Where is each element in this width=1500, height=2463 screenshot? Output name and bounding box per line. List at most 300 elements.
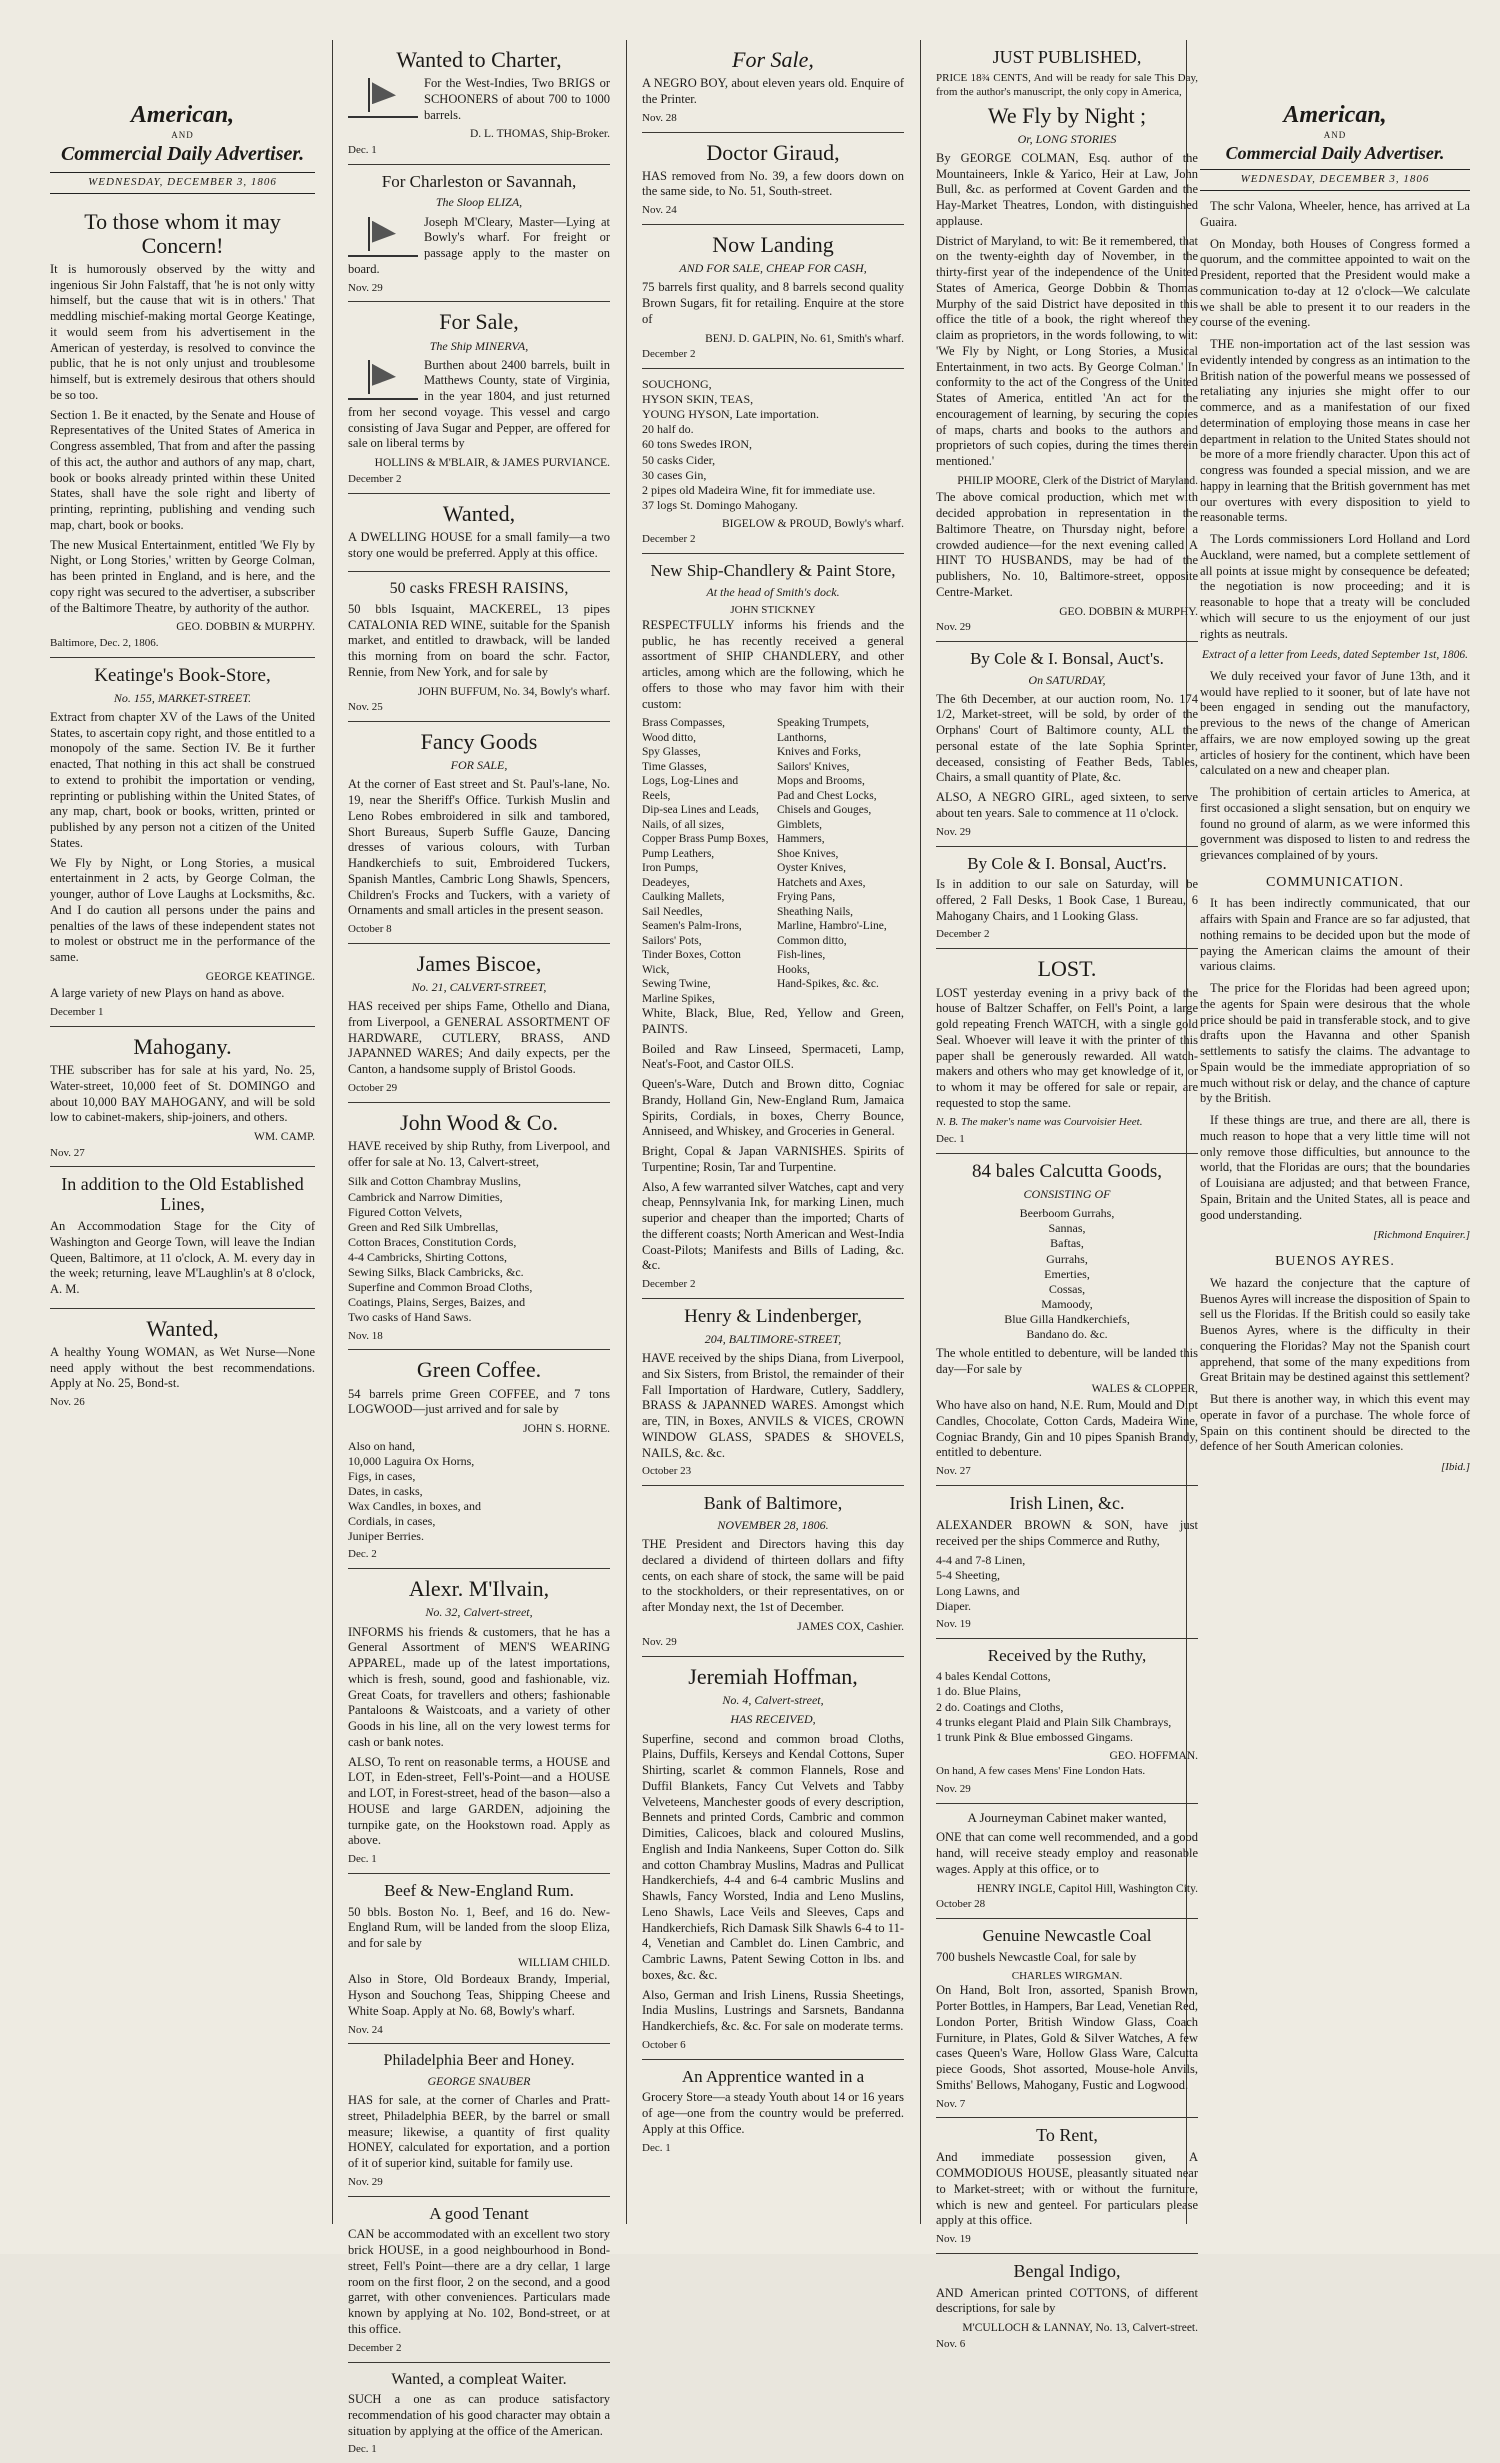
list-item: Blue Gilla Handkerchiefs,	[936, 1312, 1198, 1327]
list-item: 4-4 Cambricks, Shirting Cottons,	[348, 1250, 610, 1265]
ad-text: Extract from chapter XV of the Laws of the United States, to ascertain copy right, and those entitled to a monopoly of the same. Section IV. Be it further enacted, That nothing in this act shall be construed to extend to prohibit the importation or vending, reprinting or publishing within the United States, of any map, chart, book or books, written, printed or published by any person not a citizen of the United States.	[50, 710, 315, 852]
ad-henry-lindenberger	[642, 1299, 904, 1486]
ad-subtitle: FOR SALE,	[348, 758, 610, 773]
ad-title: A good Tenant	[348, 2205, 610, 2224]
list-item: 2 pipes old Madeira Wine, fit for immediate use.	[642, 483, 904, 498]
ad-date: Nov. 18	[348, 1330, 610, 1344]
list-item: 4 bales Kendal Cottons,	[936, 1669, 1198, 1684]
ad-title: LOST.	[936, 957, 1198, 981]
ad-date: December 1	[50, 1006, 315, 1020]
ad-text: An Accommodation Stage for the City of Washington and George Town, will leave the Indian Queen, Baltimore, at 11 o'clock, A. M. every day in the week; returning, leave M'Laughlin's at 8 o'clock, A. M.	[50, 1219, 315, 1298]
masthead-date: WEDNESDAY, DECEMBER 3, 1806	[50, 172, 315, 194]
list-item: YOUNG HYSON, Late importation.	[642, 407, 904, 422]
ad-signature: JAMES COX, Cashier.	[642, 1620, 904, 1634]
column-rule	[332, 40, 333, 2224]
list-item: Spy Glasses,	[642, 745, 769, 759]
ad-oils: Boiled and Raw Linseed, Spermaceti, Lamp, Neat's-Foot, and Castor OILS.	[642, 1042, 904, 1074]
ad-ship-chandlery	[642, 554, 904, 1299]
ad-paints: White, Black, Blue, Red, Yellow and Green, PAINTS.	[642, 1006, 904, 1038]
ad-received-ruthy	[936, 1639, 1198, 1804]
list-item: Marline Spikes,	[642, 992, 769, 1006]
ad-title: Jeremiah Hoffman,	[642, 1665, 904, 1689]
ad-mahogany	[50, 1027, 315, 1168]
ad-wanted-house	[348, 494, 610, 573]
ad-cabinet-maker	[936, 1804, 1198, 1919]
list-item: Cossas,	[936, 1282, 1198, 1297]
ad-date: Nov. 28	[642, 112, 904, 126]
list-item: Time Glasses,	[642, 760, 769, 774]
ad-wanted-waiter	[348, 2363, 610, 2463]
list-item: Hatchets and Axes,	[777, 876, 904, 890]
ad-title: Beef & New-England Rum.	[348, 1882, 610, 1901]
ad-text: SUCH a one as can produce satisfactory recommendation of his good character may obtain a situation by applying at the office of the American.	[348, 2392, 610, 2439]
column-3	[632, 40, 914, 2224]
ad-date: Nov. 27	[936, 1465, 1198, 1479]
masthead-date: WEDNESDAY, DECEMBER 3, 1806	[1200, 169, 1470, 191]
ad-text: Also, German and Irish Linens, Russia Sheetings, India Muslins, Lustrings and Sarsnets, Bandanna Handkerchiefs, &c. &c. For sale on moderate terms.	[642, 1988, 904, 2035]
list-item: Coatings, Plains, Serges, Baizes, and	[348, 1295, 610, 1310]
ad-subtitle: No. 4, Calvert-street,	[642, 1693, 904, 1708]
list-item: Sheathing Nails,	[777, 905, 904, 919]
ad-date: Nov. 26	[50, 1396, 315, 1410]
ad-text: 700 bushels Newcastle Coal, for sale by	[936, 1950, 1198, 1966]
list-item: Hooks,	[777, 963, 904, 977]
ad-title: New Ship-Chandlery & Paint Store,	[642, 562, 904, 581]
ad-item-list	[348, 1174, 610, 1325]
list-item: 60 tons Swedes IRON,	[642, 437, 904, 452]
ad-sloop-eliza	[348, 165, 610, 303]
list-item: Two casks of Hand Saws.	[348, 1310, 610, 1325]
ad-keatinge-book-store	[50, 658, 315, 1027]
list-item: Figured Cotton Velvets,	[348, 1205, 610, 1220]
ad-text: HAVE received by ship Ruthy, from Liverpool, and offer for sale at No. 13, Calvert-street,	[348, 1139, 610, 1171]
list-item: Logs, Log-Lines and Reels,	[642, 774, 769, 803]
ad-date: Nov. 6	[936, 2338, 1198, 2352]
ad-beer-honey	[348, 2044, 610, 2196]
list-item: 4-4 and 7-8 Linen,	[936, 1553, 1198, 1568]
ad-signature: WM. CAMP.	[50, 1130, 315, 1144]
ad-text: HAS received per ships Fame, Othello and Diana, from Liverpool, a GENERAL ASSORTMENT OF HARDWARE, CUTLERY, BRASS, AND JAPANNED WARES; And daily expects, per the Canton, a handsome supply of Bristol Goods.	[348, 999, 610, 1078]
ad-title: For Sale,	[348, 310, 610, 334]
ad-text: 50 bbls Isquaint, MACKEREL, 13 pipes CATALONIA RED WINE, suitable for the Spanish market, and entitled to drawback, will be landed this morning from on board the schr. Factor, Rennie, from New York, and for sale by	[348, 602, 610, 681]
list-item: 5-4 Sheeting,	[936, 1568, 1198, 1583]
ad-date: Nov. 29	[936, 621, 1198, 635]
ad-text: PRICE 18¾ CENTS, And will be ready for sale This Day, from the author's manuscript, the only copy in America,	[936, 72, 1198, 100]
ad-irish-linen	[936, 1486, 1198, 1639]
ad-title: Wanted,	[348, 502, 610, 526]
list-item: Sewing Silks, Black Cambricks, &c.	[348, 1265, 610, 1280]
news-paragraph: It has been indirectly communicated, that our affairs with Spain and France are so far adjusted, that nothing remains to be decided upon but the mode of paying the American claims the amount of their various claims.	[1200, 896, 1470, 975]
ad-title: 84 bales Calcutta Goods,	[936, 1162, 1198, 1183]
list-item: Frying Pans,	[777, 890, 904, 904]
ad-bengal-indigo	[936, 2254, 1198, 2358]
ad-text: RESPECTFULLY informs his friends and the public, he has recently received a general assortment of SHIP CHANDLERY, and other articles, among which are the following, which he offers to those who may favor him with their custom:	[642, 618, 904, 713]
ad-signature: GEO. DOBBIN & MURPHY.	[50, 620, 315, 634]
list-item: Mops and Brooms,	[777, 774, 904, 788]
list-item: SOUCHONG,	[642, 377, 904, 392]
list-item: Cotton Braces, Constitution Cords,	[348, 1235, 610, 1250]
ad-signature: JOHN BUFFUM, No. 34, Bowly's wharf.	[348, 685, 610, 699]
ad-to-rent	[936, 2118, 1198, 2253]
list-item: Long Lawns, and	[936, 1584, 1198, 1599]
ad-text: HAVE received by the ships Diana, from Liverpool, and Six Sisters, from Bristol, the remainder of their Fall Importation of Hardware, Cutlery, Saddlery, BRASS & JAPANNED WARES. Amongst which are, TIN, in Boxes, ANVILS & VICES, CROWN WINDOW GLASS, SPADES & SHOVELS, NAILS, &c. &c.	[642, 1351, 904, 1461]
ad-subtitle: The Sloop ELIZA,	[348, 195, 610, 210]
ad-teas	[642, 369, 904, 554]
ad-date: Nov. 29	[348, 2176, 610, 2190]
ad-text: A healthy Young WOMAN, as Wet Nurse—None need apply without the best recommendations. Apply at No. 25, Bond-st.	[50, 1345, 315, 1392]
ad-text: The new Musical Entertainment, entitled 'We Fly by Night, or Long Stories,' written by George Colman, has been printed in England, and is here, and the copy right was secured to the advertiser, a subscriber of the Baltimore Theatre, by authority of the author.	[50, 538, 315, 617]
ad-title: Bengal Indigo,	[936, 2262, 1198, 2282]
list-item: Baftas,	[936, 1236, 1198, 1251]
list-item: Copper Brass Pump Boxes,	[642, 832, 769, 846]
ad-text: The 6th December, at our auction room, No. 174 1/2, Market-street, will be sold, by order of the Orphans' Court of Baltimore county, ALL the personal estate of the late Sophia Sprinter, deceased, consisting of Feather Beds, Tables, Chairs, a small quantity of Plate, &c.	[936, 692, 1198, 787]
ad-signature: WALES & CLOPPER,	[936, 1382, 1198, 1396]
ad-text: Section 1. Be it enacted, by the Senate and House of Representatives of the United States of America in Congress assembled, That from and after the passing of this act, the author and authors of any map, chart, book or books already printed within these United States, shall have the sole right and liberty of printing, reprinting, publishing and vending such map, chart, book or books.	[50, 408, 315, 534]
ad-text: 50 bbls. Boston No. 1, Beef, and 16 do. New-England Rum, will be landed from the sloop Eliza, and for sale by	[348, 1905, 610, 1952]
ad-date: Dec. 1	[642, 2142, 904, 2156]
ad-text: THE President and Directors having this day declared a dividend of thirteen dollars and fifty cents, on each share of stock, the same will be paid to the stockholders, or their representatives, on or after Monday next, the 1st of December.	[642, 1537, 904, 1616]
ad-date: Nov. 19	[936, 1618, 1198, 1632]
list-item: Pad and Chest Locks,	[777, 789, 904, 803]
ad-date: December 2	[642, 1278, 904, 1292]
column-rule	[920, 40, 921, 2224]
list-item: Cambrick and Narrow Dimities,	[348, 1190, 610, 1205]
ad-date: Dec. 1	[936, 1133, 1198, 1147]
ad-date: October 23	[642, 1465, 904, 1479]
ad-subtitle: AND FOR SALE, CHEAP FOR CASH,	[642, 261, 904, 276]
ad-text: HAS removed from No. 39, a few doors down on the same side, to No. 51, South-street.	[642, 169, 904, 201]
ad-date: Dec. 1	[348, 144, 610, 158]
ad-title: Alexr. M'Ilvain,	[348, 1577, 610, 1601]
list-item: Diaper.	[936, 1599, 1198, 1614]
ad-item-list	[348, 1439, 610, 1545]
column-4	[926, 40, 1208, 2224]
ad-book-title: We Fly by Night ;	[936, 104, 1198, 128]
ad-title: Mahogany.	[50, 1035, 315, 1059]
list-item: Common ditto,	[777, 934, 904, 948]
list-item: Marline, Hambro'-Line,	[777, 919, 904, 933]
list-item: Wood ditto,	[642, 731, 769, 745]
list-item: Also on hand,	[348, 1439, 610, 1454]
news-paragraph: The Lords commissioners Lord Holland and Lord Auckland, were named, but a complete settlement of all points at issue might by consequence be defeated; the negotiation is now proceeding; and it is reasonable to hope that a treaty will be concluded which will secure to us the enjoyment of our just rights as neutrals.	[1200, 532, 1470, 642]
ad-title: Doctor Giraud,	[642, 141, 904, 165]
ad-text: ALEXANDER BROWN & SON, have just received per the ships Commerce and Ruthy,	[936, 1518, 1198, 1550]
list-item: Tinder Boxes, Cotton Wick,	[642, 948, 769, 977]
ad-date: Nov. 25	[348, 701, 610, 715]
ad-title: By Cole & I. Bonsal, Auct'rs.	[936, 855, 1198, 874]
ad-text: ONE that can come well recommended, and a good hand, will receive steady employ and reasonable wages. Apply at this office, or to	[936, 1830, 1198, 1877]
list-item: 10,000 Laguira Ox Horns,	[348, 1454, 610, 1469]
list-item: Juniper Berries.	[348, 1529, 610, 1544]
list-item: Green and Red Silk Umbrellas,	[348, 1220, 610, 1235]
list-item: Nails, of all sizes,	[642, 818, 769, 832]
list-item: Sannas,	[936, 1221, 1198, 1236]
column-1	[40, 40, 325, 2224]
list-item: Sail Needles,	[642, 905, 769, 919]
ad-text: A large variety of new Plays on hand as above.	[50, 986, 315, 1002]
ad-title: To those whom it may Concern!	[50, 210, 315, 258]
ad-title: Genuine Newcastle Coal	[936, 1927, 1198, 1946]
masthead-and: AND	[1200, 130, 1470, 141]
ad-text: And immediate possession given, A COMMODIOUS HOUSE, pleasantly situated near to Market-street; with or without the furniture, which is new and genteel. For particulars please apply at this office.	[936, 2150, 1198, 2229]
ad-text: By GEORGE COLMAN, Esq. author of the Mountaineers, Inkle & Yarico, Heir at Law, John Bull, &c. as performed at Covent Garden and the Hay-Market Theatres, London, with distinguished applause.	[936, 151, 1198, 230]
ad-title: For Sale,	[642, 48, 904, 72]
list-item: 30 cases Gin,	[642, 468, 904, 483]
list-item: 4 trunks elegant Plaid and Plain Silk Chambrays,	[936, 1715, 1198, 1730]
ad-raisins	[348, 572, 610, 722]
list-item: 1 trunk Pink & Blue embossed Gingams.	[936, 1730, 1198, 1745]
list-item: Wax Candles, in boxes, and	[348, 1499, 610, 1514]
list-item: Hand-Spikes, &c. &c.	[777, 977, 904, 991]
ad-signature: GEO. HOFFMAN.	[936, 1749, 1198, 1763]
list-item: Sewing Twine,	[642, 977, 769, 991]
ad-date: Nov. 19	[936, 2233, 1198, 2247]
news-paragraph: The schr Valona, Wheeler, hence, has arrived at La Guaira.	[1200, 199, 1470, 231]
list-item: 2 do. Coatings and Cloths,	[936, 1700, 1198, 1715]
ad-text: Grocery Store—a steady Youth about 14 or 16 years of age—one from the country would be preferred. Apply at this Office.	[642, 2090, 904, 2137]
list-item: Dip-sea Lines and Leads,	[642, 803, 769, 817]
ad-james-biscoe	[348, 944, 610, 1103]
ad-john-wood	[348, 1103, 610, 1351]
ad-text: The above comical production, which met with decided approbation in representation in the Baltimore Theatre, on Thursday night, before a crowded audience—for the next evening called A HINT TO HUSBANDS, may be had of the publishers, No. 10, Baltimore-street, opposite Centre-Market.	[936, 490, 1198, 600]
list-item: Dates, in casks,	[348, 1484, 610, 1499]
ad-text: District of Maryland, to wit: Be it remembered, that on the twenty-eighth day of November, in the thirty-first year of the independence of the United States of America, George Dobbin & Thomas Murphy of the said District have deposited in this office the title of a book, the right whereof they claim as proprietors, in the words following, to wit: 'We Fly by Night, or Long Stories, a Musical Entertainment, in two acts. By George Colman.' In conformity to the act of the Congress of the United States of America, entitled 'An act for the encouragement of learning, by securing the copies of maps, charts and books to the authors and proprietors of such copies, during the times therein mentioned.'	[936, 234, 1198, 470]
ad-text: Superfine, second and common broad Cloths, Plains, Duffils, Kerseys and Kendal Cottons, Super Shirting, scarlet & common Flannels, Rose and Duffil Blankets, Fancy Cut Velvets and Tabby Velveteens, Manchester goods of every description, Bennets and printed Cords, Cambric and common Dimities, Calicoes, black and coloured Muslins, English and India Nankeens, Super Cotton do. Silk and cotton Chambray Muslins, Madras and Pullicat Handkerchiefs, 4-4 and 6-4 cambric Muslins and Shawls, Fancy Worsted, India and Leno Muslins, Leno Shawls, Lace Veils and Sleeves, Caps and Handkerchiefs, Rich Damask Silk Shawls 6-4 to 11-4, Venetian and Camblet do. Linen Cambric, and Cambric Lawns, Patent Sewing Cotton in lbs. and boxes, &c. &c.	[642, 1732, 904, 1984]
list-item: Silk and Cotton Chambray Muslins,	[348, 1174, 610, 1189]
news-paragraph: If these things are true, and there are all, there is much reason to hope that a very little time will not only remove those difficulties, but announce to the world, that the Floridas are ours; that the boundaries of Louisiana are adjusted; and that between France, Spain, Britain and the United States, all is peace and good understanding.	[1200, 1113, 1470, 1223]
ad-signature: JOHN S. HORNE.	[348, 1422, 610, 1436]
ad-fancy-goods	[348, 722, 610, 944]
list-item: Mamoody,	[936, 1297, 1198, 1312]
ad-date: December 2	[642, 533, 904, 547]
ad-subtitle: No. 21, CALVERT-STREET,	[348, 980, 610, 995]
list-item: Hammers,	[777, 832, 904, 846]
list-item: Chisels and Gouges,	[777, 803, 904, 817]
ad-text: Also, A few warranted silver Watches, capt and very cheap, Pennsylvania Ink, for marking Linen, much superior and cheaper than the imported; Charts of the different coasts; North American and West-India Coast-Pilots; Manifests and Bills of Lading, &c. &c.	[642, 1180, 904, 1275]
ad-item-list	[936, 1206, 1198, 1342]
ad-wanted-nurse	[50, 1309, 315, 1416]
ad-text: THE subscriber has for sale at his yard, No. 25, Water-street, 10,000 feet of St. DOMINGO and about 10,000 BAY MAHOGANY, and will be sold low to cabinet-makers, ship-joiners, and others.	[50, 1063, 315, 1126]
ad-date: Dec. 2	[348, 1548, 610, 1562]
ad-subtitle: NOVEMBER 28, 1806.	[642, 1518, 904, 1533]
ad-title: 50 casks FRESH RAISINS,	[348, 580, 610, 598]
ad-date: Dec. 1	[348, 1853, 610, 1867]
news-paragraph: We duly received your favor of June 13th, and it would have replied to it sooner, but of late have not been engaged in sending out the manufactory, previous to the news of the change of American affairs, we are now employed sowing up the great articles of hosiery for the continent, which have been calculated on a new and cheaper plan.	[1200, 669, 1470, 779]
ad-item-columns	[642, 716, 904, 1006]
ad-alexr-mcilvain	[348, 1569, 610, 1874]
ship-icon	[348, 215, 418, 257]
list-item: Superfine and Common Broad Cloths,	[348, 1280, 610, 1295]
ad-date: Nov. 27	[50, 1147, 315, 1161]
masthead-title-line1: American,	[50, 100, 315, 130]
ad-negro-boy	[642, 40, 904, 133]
ad-title: By Cole & I. Bonsal, Auct's.	[936, 650, 1198, 669]
ad-text: ALSO, A NEGRO GIRL, aged sixteen, to serve about ten years. Sale to commence at 11 o'clock.	[936, 790, 1198, 822]
news-paragraph: The price for the Floridas had been agreed upon; the agents for Spain were desirous that the whole price should be paid in transferable stock, and to give drafts upon the Havanna and other Spanish settlements to satisfy the claims. The advantage to Spain would be the immediate appropriation of so much without risk or delay, and the chance of capture by the British.	[1200, 981, 1470, 1107]
list-item: Iron Pumps,	[642, 861, 769, 875]
letter-extract-heading: Extract of a letter from Leeds, dated September 1st, 1806.	[1200, 648, 1470, 662]
ad-text: ALSO, To rent on reasonable terms, a HOUSE and LOT, in Eden-street, Fell's-Point—and a HOUSE and LOT, in Forest-street, head of the bason—also a HOUSE and large GARDEN, adjoining the turnpike gate, on the Hookstown road. Apply as above.	[348, 1755, 610, 1850]
ad-wanted-to-charter	[348, 40, 610, 165]
list-item: 1 do. Blue Plains,	[936, 1684, 1198, 1699]
ad-text: 75 barrels first quality, and 8 barrels second quality Brown Sugars, fit for retailing. Enquire at the store of	[642, 280, 904, 327]
ad-jeremiah-hoffman	[642, 1657, 904, 2060]
ad-signature: GEO. DOBBIN & MURPHY.	[936, 605, 1198, 619]
ad-subtitle: At the head of Smith's dock.	[642, 585, 904, 600]
ship-icon	[348, 76, 418, 118]
masthead-and: AND	[50, 130, 315, 141]
ad-text: On Hand, Bolt Iron, assorted, Spanish Brown, Porter Bottles, in Hampers, Bar Lead, Venetian Red, London Porter, British Window Glass, Coach Furniture, in Plates, Gold & Silver Watches, A few cases Queen's Ware, Hollow Glass Ware, Calcutta piece Goods, Shot assorted, Mouse-hole Anvils, Smiths' Bellows, Mahogany, Fustic and Logwood.	[936, 1983, 1198, 2093]
ad-text: On hand, A few cases Mens' Fine London Hats.	[936, 1765, 1198, 1779]
ad-title: Wanted,	[50, 1317, 315, 1341]
ad-beef-rum	[348, 1874, 610, 2045]
ad-title: Wanted to Charter,	[348, 48, 610, 72]
source-attribution: [Richmond Enquirer.]	[1200, 1229, 1470, 1243]
ad-auction-cole-bonsal-2	[936, 847, 1198, 950]
ad-title: James Biscoe,	[348, 952, 610, 976]
ad-date: Nov. 24	[348, 2024, 610, 2038]
ad-signature: HOLLINS & M'BLAIR, & JAMES PURVIANCE.	[348, 456, 610, 470]
list-item: Emerties,	[936, 1267, 1198, 1282]
section-heading: BUENOS AYRES.	[1200, 1253, 1470, 1271]
list-item: Seamen's Palm-Irons,	[642, 919, 769, 933]
ad-now-landing	[642, 225, 904, 369]
list-item: HYSON SKIN, TEAS,	[642, 392, 904, 407]
ad-subtitle: CONSISTING OF	[936, 1187, 1198, 1202]
list-item: Sailors' Knives,	[777, 760, 904, 774]
list-item: 20 half do.	[642, 422, 904, 437]
ad-signature: D. L. THOMAS, Ship-Broker.	[348, 127, 610, 141]
ad-date: Baltimore, Dec. 2, 1806.	[50, 637, 315, 651]
list-item: Brass Compasses,	[642, 716, 769, 730]
ad-title: In addition to the Old Established Lines,	[50, 1175, 315, 1215]
ad-bank-of-baltimore	[642, 1486, 904, 1657]
ad-item-list	[936, 1553, 1198, 1613]
ad-text: Queen's-Ware, Dutch and Brown ditto, Cogniac Brandy, Holland Gin, New-England Rum, Jamaica Spirits, Cordials, in boxes, Cherry Bounce, Anniseed, and Whiskey, and Groceries in General.	[642, 1077, 904, 1140]
ad-just-published	[936, 40, 1198, 642]
ad-subtitle: No. 32, Calvert-street,	[348, 1605, 610, 1620]
ad-signature: HENRY INGLE, Capitol Hill, Washington City.	[936, 1882, 1198, 1896]
ad-date: October 6	[642, 2039, 904, 2053]
ad-lost-watch	[936, 949, 1198, 1154]
ad-title: Fancy Goods	[348, 730, 610, 754]
list-item: Deadeyes,	[642, 876, 769, 890]
ad-text: Bright, Copal & Japan VARNISHES. Spirits of Turpentine; Rosin, Tar and Turpentine.	[642, 1144, 904, 1176]
ad-date: December 2	[348, 2342, 610, 2356]
ad-stage-lines	[50, 1167, 315, 1308]
masthead	[50, 100, 315, 194]
list-item: Cordials, in cases,	[348, 1514, 610, 1529]
ad-subtitle: No. 155, MARKET-STREET.	[50, 691, 315, 706]
ad-auction-cole-bonsal	[936, 642, 1198, 847]
ad-date: Nov. 24	[642, 204, 904, 218]
ad-title: A Journeyman Cabinet maker wanted,	[936, 1810, 1198, 1826]
ad-date: October 28	[936, 1898, 1198, 1912]
ad-title: John Wood & Co.	[348, 1111, 610, 1135]
ad-newcastle-coal	[936, 1919, 1198, 2118]
list-item: Pump Leathers,	[642, 847, 769, 861]
ad-title: Received by the Ruthy,	[936, 1647, 1198, 1666]
ad-date: Nov. 29	[936, 1783, 1198, 1797]
ship-icon	[348, 358, 418, 400]
ad-title: For Charleston or Savannah,	[348, 173, 610, 192]
ad-subtitle: On SATURDAY,	[936, 673, 1198, 688]
ad-text: The whole entitled to debenture, will be landed this day—For sale by	[936, 1346, 1198, 1378]
news-paragraph: THE non-importation act of the last session was evidently intended by congress as an intimation to the British nation of the powerful means we possessed of retaliating any injuries she might offer to our commerce, and as a manifestation of our fixed determination of employing those means in case her department in relation to the United States should not be more of a more friendly character. Upon this act of congress was founded a special mission, and we are happy in learning that the British government has met our overtures with every disposition to yield to reasonable terms.	[1200, 337, 1470, 526]
ad-signature: BIGELOW & PROUD, Bowly's wharf.	[642, 517, 904, 531]
news-paragraph: We hazard the conjecture that the capture of Buenos Ayres will increase the disposition of Spain to sell us the Floridas. If the British could so easily take Buenos Ayres, where is the difficulty in their conquering the Floridas? May not the Spanish court apprehend, that some of the many expeditions from Great Britain may be destined against this settlement?	[1200, 1276, 1470, 1386]
ad-signature: M'CULLOCH & LANNAY, No. 13, Calvert-street.	[936, 2321, 1198, 2335]
list-item: Beerboom Gurrahs,	[936, 1206, 1198, 1221]
ad-ship-minerva	[348, 302, 610, 493]
ad-title: JUST PUBLISHED,	[936, 48, 1198, 68]
ad-text: Joseph M'Cleary, Master—Lying at Bowly's wharf. For freight or passage apply to the master on board.	[348, 215, 610, 278]
ad-doctor-giraud	[642, 133, 904, 226]
ad-item-list	[936, 1669, 1198, 1745]
list-item: Gimblets,	[777, 818, 904, 832]
list-item: Caulking Mallets,	[642, 890, 769, 904]
ad-text: Also in Store, Old Bordeaux Brandy, Imperial, Hyson and Souchong Teas, Shipping Cheese and White Soap. Apply at No. 68, Bowly's wharf.	[348, 1972, 610, 2019]
ad-date: December 2	[936, 928, 1198, 942]
ad-text: 54 barrels prime Green COFFEE, and 7 tons LOGWOOD—just arrived and for sale by	[348, 1387, 610, 1419]
ad-signature: WILLIAM CHILD.	[348, 1956, 610, 1970]
ad-date: Nov. 29	[642, 1636, 904, 1650]
ad-date: October 8	[348, 923, 610, 937]
ad-subtitle: The Ship MINERVA,	[348, 339, 610, 354]
news-paragraph: But there is another way, in which this event may operate in favor of a purchase. The whole force of Spain on this continent should be directed to the defence of her South American colonies.	[1200, 1392, 1470, 1455]
ad-text: We Fly by Night, or Long Stories, a musical entertainment in 2 acts, by George Colman, the younger, author of Love Laughs at Locksmiths, &c. And I do caution all persons under the pains and penalties of the laws of these independent states not to molest or obstruct me in the performance of the same.	[50, 856, 315, 966]
ad-text: AND American printed COTTONS, of different descriptions, for sale by	[936, 2286, 1198, 2318]
list-item: Lanthorns,	[777, 731, 904, 745]
ad-title: Wanted, a compleat Waiter.	[348, 2371, 610, 2389]
ad-text: Burthen about 2400 barrels, built in Matthews County, state of Virginia, in the year 1804, and just returned from her second voyage. This vessel and cargo consisting of Java Sugar and Pepper, are offered for sale on liberal terms by	[348, 358, 610, 453]
ad-subtitle: HAS RECEIVED,	[642, 1712, 904, 1727]
source-attribution: [Ibid.]	[1200, 1461, 1470, 1475]
ad-title: Henry & Lindenberger,	[642, 1307, 904, 1328]
list-item: Sailors' Pots,	[642, 934, 769, 948]
ad-apprentice-wanted	[642, 2060, 904, 2162]
news-paragraph: The prohibition of certain articles to America, at first occasioned a slight sensation, but on enquiry we found no ground of alarm, as we were informed this government was disposed to listen to and redress the grievances complained of by yours.	[1200, 785, 1470, 864]
masthead-title-line2: Commercial Daily Advertiser.	[50, 142, 315, 167]
ad-date: Nov. 7	[936, 2098, 1198, 2112]
list-item: Knives and Forks,	[777, 745, 904, 759]
masthead-title-line2: Commercial Daily Advertiser.	[1200, 142, 1470, 165]
ad-text: Is in addition to our sale on Saturday, will be offered, 2 Fall Desks, 1 Book Case, 1 Bureau, 6 Mahogany Chairs, and 1 Looking Glass.	[936, 877, 1198, 924]
list-item: Oyster Knives,	[777, 861, 904, 875]
ad-title: Bank of Baltimore,	[642, 1494, 904, 1514]
ad-title: Green Coffee.	[348, 1358, 610, 1382]
ad-date: Nov. 29	[936, 826, 1198, 840]
column-5	[1190, 40, 1480, 2224]
ad-text: It is humorously observed by the witty and ingenious Sir John Falstaff, that 'he is not only witty himself, but the cause that wit is in others.' That meddling mischief-making mortal George Keatinge, it would seem from his advertisement in the American of yesterday, is resolved to convince the public, that he is not only unjust and troublesome himself, but is extremely desirous that others should be so too.	[50, 262, 315, 404]
ad-text: N. B. The maker's name was Courvoisier Heet.	[936, 1116, 1198, 1130]
ad-text: LOST yesterday evening in a privy back of the house of Baltzer Schaffer, on Fell's Point, a large gold repeating French WATCH, with a single gold Seal. Whoever will leave it with the printer of this paper shall be generously rewarded. All watch-makers and others who may get knowledge of it, or to whom it may be offered for sale or repair, are requested to stop the same.	[936, 986, 1198, 1112]
list-item: 50 casks Cider,	[642, 453, 904, 468]
ad-green-coffee	[348, 1350, 610, 1569]
list-item: Bandano do. &c.	[936, 1327, 1198, 1342]
ad-date: October 29	[348, 1082, 610, 1096]
ad-to-those-concerned	[50, 202, 315, 658]
ad-proprietor: JOHN STICKNEY	[642, 604, 904, 618]
ad-text: Who have also on hand, N.E. Rum, Mould and Dipt Candles, Chocolate, Cotton Cards, Madeira Wine, Cogniac Brandy, Gin and 10 pipes Spanish Brandy, entitled to debenture.	[936, 1398, 1198, 1461]
ad-date: December 2	[348, 473, 610, 487]
ad-good-tenant	[348, 2197, 610, 2363]
ad-item-list	[642, 377, 904, 513]
column-rule	[626, 40, 627, 2224]
ad-date: December 2	[642, 348, 904, 362]
ad-calcutta-goods	[936, 1154, 1198, 1486]
ad-text: A DWELLING HOUSE for a small family—a two story one would be preferred. Apply at this office.	[348, 530, 610, 562]
